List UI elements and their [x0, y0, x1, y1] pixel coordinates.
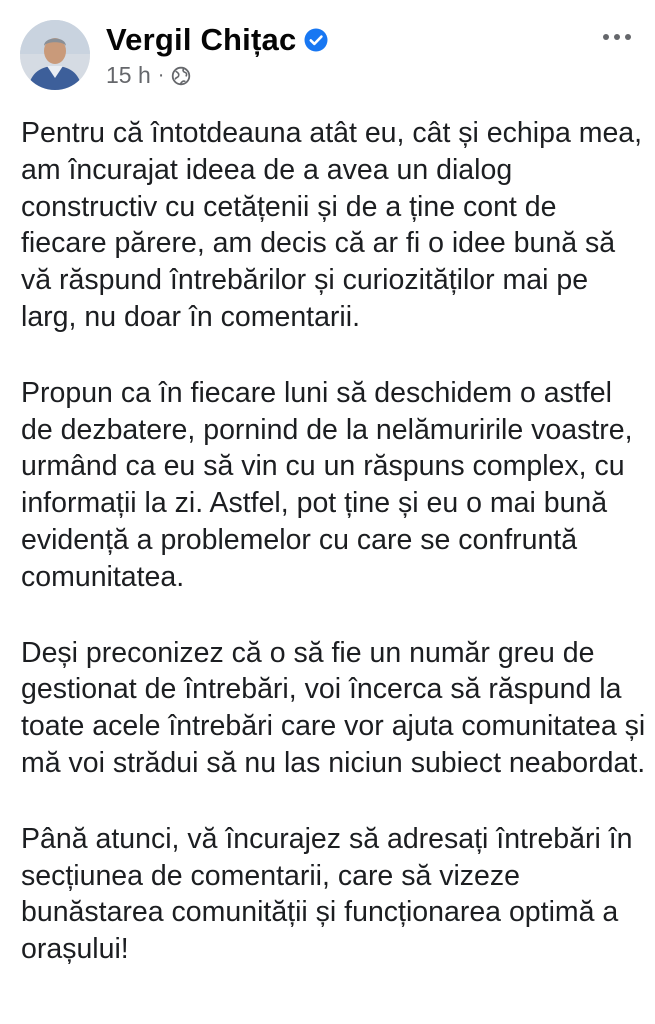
- post-paragraph: Deși preconizez că o să fie un număr greu de gestionat de întrebări, voi încerca să răspund la toate acele întrebări care vor ajuta comunitatea și mă voi strădui să nu las niciun subiect neabordat.: [21, 636, 646, 779]
- post-paragraph: Până atunci, vă încurajez să adresați întrebări în secțiunea de comentarii, care să vizeze bunăstarea comunității și funcționarea optimă a orașului!: [21, 822, 633, 966]
- profile-photo: [20, 20, 90, 90]
- post-meta: [106, 62, 191, 89]
- more-options-button[interactable]: [597, 22, 637, 52]
- post-body: [21, 115, 646, 1007]
- author-name[interactable]: Vergil Chițac: [106, 22, 297, 57]
- more-horizontal-icon: [602, 33, 632, 41]
- post-paragraph: Propun ca în fiecare luni să deschidem o astfel de dezbatere, pornind de la nelămuririle voastre, urmând ca eu să vin cu un răspuns complex, cu informații la zi. Astfel, pot ține și eu o mai bună evidență a problemelor cu care se confruntă comunitatea.: [21, 376, 633, 593]
- post-timestamp[interactable]: 15 h: [106, 62, 151, 88]
- author-avatar[interactable]: [20, 20, 90, 90]
- post-paragraph: Pentru că întotdeauna atât eu, cât și echipa mea, am încurajat ideea de a avea un dialog constructiv cu cetățenii și de a ține cont de fiecare părere, am decis că ar fi o idee bună să vă răspund întrebărilor și curiozităților mai pe larg, nu doar în comentarii.: [21, 117, 643, 333]
- author-line: [106, 22, 328, 58]
- post-header: [0, 0, 655, 100]
- globe-icon[interactable]: [171, 66, 191, 86]
- meta-separator: ·: [157, 64, 165, 86]
- verified-badge-icon: [304, 28, 328, 52]
